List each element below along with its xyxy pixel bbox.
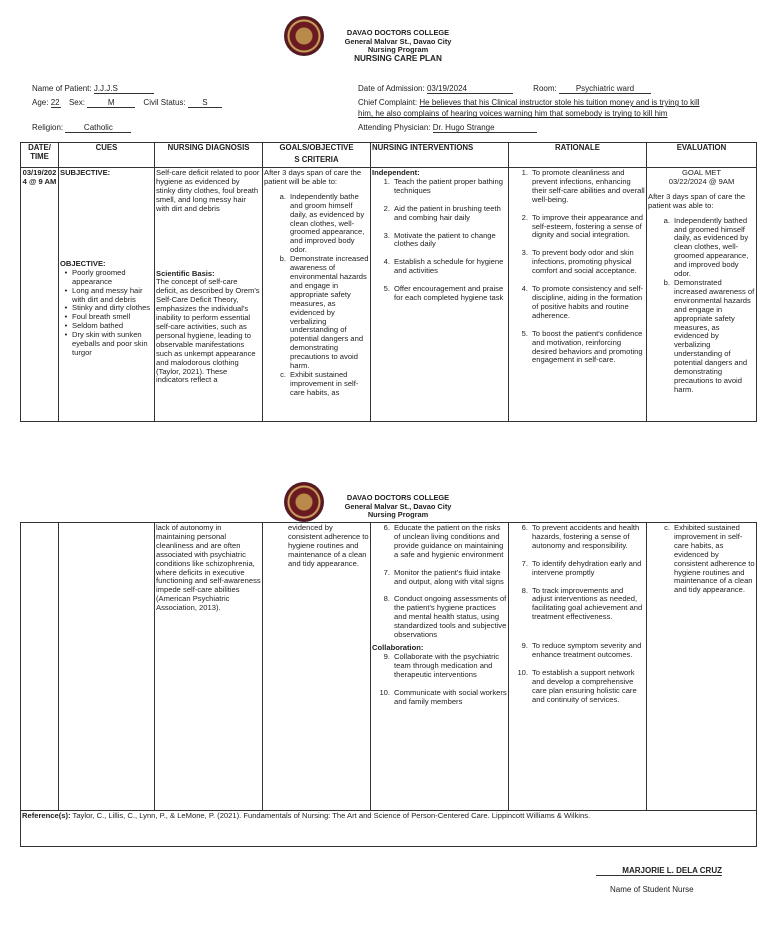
reference-row	[21, 811, 757, 847]
intervention-item: Communicate with social workers and family members	[394, 687, 507, 706]
civil-status-label: Civil Status:	[143, 98, 186, 107]
col-header-evaluation: EVALUATION	[647, 143, 757, 168]
intervention-number: 2.	[383, 203, 390, 213]
intervention-number: 4.	[383, 257, 390, 267]
intervention-number: 10.	[379, 687, 390, 697]
diagnosis-text: Self-care deficit related to poor hygiene as evidenced by stinky dirty clothes, foul breath smell, and long messy hair with dirt and debris	[156, 168, 260, 213]
physician-row	[358, 123, 537, 133]
care-plan-table-page1	[20, 142, 757, 422]
rationale-item: To establish a support network and develop a comprehensive care plan ensuring holistic care and continuity of services.	[532, 667, 637, 704]
goal-item: Independently bathe and groom himself daily, as evidenced by clean clothes, well-groomed appearance, and improved body odor.	[290, 191, 365, 255]
patient-name-row	[32, 84, 154, 94]
rationale-number: 8.	[521, 585, 528, 595]
student-nurse-label: Name of Student Nurse	[610, 885, 694, 894]
intervention-item: Establish a schedule for hygiene and activities	[394, 257, 504, 276]
college-address: General Malvar St., Davao City	[344, 36, 452, 46]
col-header-diagnosis: NURSING DIAGNOSIS	[155, 143, 263, 168]
reference-label: Reference(s):	[22, 811, 71, 820]
rationale-cell	[509, 168, 647, 422]
goal-marker: a.	[279, 191, 286, 201]
reference-text: Taylor, C., Lillis, C., Lynn, P., & LeMone, P. (2021). Fundamentals of Nursing: The Art and Science of Person-Centered Care. Lippincott Williams & Wilkins.	[72, 811, 591, 820]
rationale-number: 1.	[521, 168, 528, 177]
goal-marker: b.	[279, 254, 286, 264]
sex-value: M	[87, 98, 135, 108]
rationale-number: 10.	[517, 667, 528, 677]
patient-name-label: Name of Patient:	[32, 84, 92, 93]
list-item: Stinky and dirty clothes	[72, 303, 151, 313]
intervention-item: Conduct ongoing assessments of the patient's hygiene practices and mental health status, using standardized tools and subjective observations	[394, 594, 507, 640]
evaluation-cell	[647, 168, 757, 422]
objective-list: • Poorly groomed appearance • Long and messy hair with dirt and debris • Stinky and dirty clothes • Foul breath smell • Seldom bathed • Dry skin with sunken eyeballs and poor skin turgor	[60, 269, 153, 358]
intervention-number: 8.	[383, 594, 390, 604]
admission-row	[358, 84, 651, 94]
scientific-basis-text: The concept of self-care deficit, as described by Orem's Self-Care Deficit Theory, emphasizes the individual's inability to perform essential self-care activities, such as personal hygiene, leading to observable manifestations such as unkempt appearance and malodorous clothing (Taylor, 2021). These indicators reflect a	[156, 277, 260, 385]
care-plan-table-page2	[20, 522, 757, 847]
intervention-item: Educate the patient on the risks of unclean living conditions and provide guidance on maintaining a safe and hygienic environment	[394, 523, 504, 559]
intervention-number: 1.	[383, 176, 390, 186]
evaluation-item: Independently bathed and groomed himself daily, as evidenced by clean clothes, well-groomed appearance, and improved body odor.	[674, 215, 749, 279]
admission-label: Date of Admission:	[358, 84, 425, 93]
independent-label: Independent:	[372, 168, 420, 177]
goal-item-cont: evidenced by consistent adherence to hygiene routines and maintenance of a clean and tidy appearance.	[288, 523, 369, 568]
col-header-cues: CUES	[59, 143, 155, 168]
datetime-cell: 03/19/202 4 @ 9 AM	[21, 168, 59, 422]
col-header-goals	[263, 143, 371, 168]
evaluation-item: Exhibited sustained improvement in self-care habits, as evidenced by consistent adherence to hygiene routines and maintenance of a clean and tidy appearance.	[674, 523, 755, 595]
list-item: Long and messy hair with dirt and debris	[72, 285, 143, 304]
rationale-item: To reduce symptom severity and enhance treatment outcomes.	[532, 641, 642, 660]
rationale-number: 2.	[521, 212, 528, 222]
chief-complaint-label: Chief Complaint:	[358, 98, 418, 107]
evaluation-marker: c.	[664, 523, 670, 532]
rationale-number: 5.	[521, 328, 528, 338]
diagnosis-cell-cont: lack of autonomy in maintaining personal cleanliness and are often associated with psychiatric conditions like schizophrenia, where deficits in executive functioning and self-awareness impede self-care abilities (American Psychiatric Association, 2013).	[155, 523, 263, 811]
cues-cell	[59, 168, 155, 422]
goals-cell	[263, 168, 371, 422]
evaluation-marker: b.	[663, 277, 670, 287]
religion-label: Religion:	[32, 123, 64, 132]
col-header-date: DATE/ TIME	[21, 143, 59, 168]
intervention-number: 5.	[383, 284, 390, 294]
sex-label: Sex:	[68, 98, 85, 107]
rationale-number: 7.	[521, 558, 528, 568]
college-address: General Malvar St., Davao City	[344, 501, 452, 511]
civil-status-value: S	[188, 98, 222, 108]
scientific-basis-label: Scientific Basis:	[156, 268, 215, 278]
intervention-item: Offer encouragement and praise for each completed hygiene task	[394, 284, 504, 303]
col-header-interventions: NURSING INTERVENTIONS	[371, 143, 509, 168]
document-title: NURSING CARE PLAN	[354, 53, 442, 63]
admission-value: 03/19/2024	[427, 84, 513, 94]
interventions-cell-cont	[371, 523, 509, 811]
intervention-number: 9.	[383, 651, 390, 661]
goals-intro: After 3 days span of care the patient will be able to:	[264, 168, 362, 186]
intervention-item: Aid the patient in brushing teeth and combing hair daily	[394, 203, 501, 222]
datetime-cell-cont	[21, 523, 59, 811]
evaluation-date: 03/22/2024 @ 9AM	[668, 176, 735, 186]
age-label: Age:	[32, 98, 49, 107]
rationale-item: To boost the patient's confidence and motivation, reinforcing desired behaviors and promoting engagement in self-care.	[532, 328, 643, 365]
chief-complaint-line2: him, he also complains of hearing voices warning him that somebody is trying to kill him	[358, 109, 668, 119]
rationale-item: To track improvements and adjust interventions as needed, facilitating goal achievement and treatment effectiveness.	[532, 585, 643, 622]
page2-header	[318, 494, 478, 520]
rationale-item: To promote cleanliness and prevent infections, enhancing their self-care abilities and overall well-being.	[532, 168, 645, 204]
goals-cell-cont	[263, 523, 371, 811]
age-value: 22	[50, 98, 60, 107]
cues-cell-cont	[59, 523, 155, 811]
room-value: Psychiatric ward	[559, 84, 651, 94]
evaluation-cell-cont	[647, 523, 757, 811]
intervention-item: Teach the patient proper bathing techniques	[394, 176, 503, 195]
intervention-item: Monitor the patient's fluid intake and output, along with vital signs	[394, 567, 504, 586]
program-name: Nursing Program	[367, 45, 429, 55]
college-name: DAVAO DOCTORS COLLEGE	[346, 28, 450, 37]
patient-name-value: J.J.J.S	[94, 84, 154, 94]
rationale-number: 4.	[521, 284, 528, 294]
patient-demographics-row	[32, 98, 222, 108]
goal-item: Demonstrate increased awareness of environmental hazards and engage in appropriate safety measures, as evidenced by verbalizing understanding of potential dangers and demonstrating precautions to avoid harm.	[290, 254, 369, 371]
rationale-item: To prevent body odor and skin infections, promoting physical comfort and social acceptance.	[532, 248, 637, 276]
subjective-label: SUBJECTIVE:	[60, 168, 111, 177]
list-item: Poorly groomed appearance	[72, 267, 126, 286]
intervention-number: 6.	[383, 523, 390, 532]
intervention-number: 7.	[383, 567, 390, 577]
goal-marker: c.	[280, 369, 286, 379]
collaboration-label: Collaboration:	[372, 642, 424, 652]
physician-value: Dr. Hugo Strange	[433, 123, 537, 133]
chief-complaint	[358, 98, 738, 119]
religion-value: Catholic	[65, 123, 131, 133]
rationale-cell-cont	[509, 523, 647, 811]
list-item: Seldom bathed	[72, 321, 124, 331]
college-name: DAVAO DOCTORS COLLEGE	[346, 493, 450, 502]
intervention-number: 3.	[383, 230, 390, 240]
intervention-item: Motivate the patient to change clothes daily	[394, 230, 496, 249]
col-header-goals-line1: GOALS/OBJECTIVE	[279, 143, 354, 152]
intervention-item: Collaborate with the psychiatric team through medication and therapeutic interventions	[394, 651, 500, 679]
rationale-item: To promote consistency and self-discipline, aiding in the formation of positive habits and routine adherence.	[532, 284, 644, 320]
page1-header	[318, 29, 478, 63]
col-header-goals-line2: S CRITERIA	[294, 154, 339, 164]
program-name: Nursing Program	[367, 510, 429, 520]
list-item: Foul breath smell	[72, 312, 131, 322]
list-item: Dry skin with sunken eyeballs and poor skin turgor	[72, 330, 148, 357]
evaluation-item: Demonstrated increased awareness of environmental hazards and engage in appropriate safety measures, as evidenced by verbalizing understanding of potential dangers and demonstrating precautions to avoid harm.	[674, 277, 755, 394]
physician-label: Attending Physician:	[358, 123, 431, 132]
rationale-number: 6.	[521, 523, 528, 532]
rationale-number: 9.	[521, 641, 528, 651]
rationale-item: To identify dehydration early and intervene promptly	[532, 558, 642, 577]
chief-complaint-line1: He believes that his Clinical instructor stole his tuition money and is trying to kill	[419, 98, 700, 107]
room-label: Room:	[533, 84, 557, 93]
objective-label: OBJECTIVE:	[60, 258, 106, 268]
evaluation-status: GOAL MET	[682, 168, 721, 177]
rationale-item: To improve their appearance and self-esteem, fostering a sense of dignity and social integration.	[532, 212, 644, 240]
interventions-cell	[371, 168, 509, 422]
student-nurse-name: MARJORIE L. DELA CRUZ	[596, 866, 722, 876]
diagnosis-cell	[155, 168, 263, 422]
col-header-rationale: RATIONALE	[509, 143, 647, 168]
rationale-item: To prevent accidents and health hazards, fostering a sense of autonomy and responsibility.	[532, 523, 640, 550]
evaluation-marker: a.	[663, 215, 670, 225]
rationale-number: 3.	[521, 248, 528, 258]
religion-row	[32, 123, 131, 133]
goal-item: Exhibit sustained improvement in self-care habits, as	[290, 369, 359, 397]
evaluation-intro: After 3 days span of care the patient was able to:	[648, 191, 746, 210]
